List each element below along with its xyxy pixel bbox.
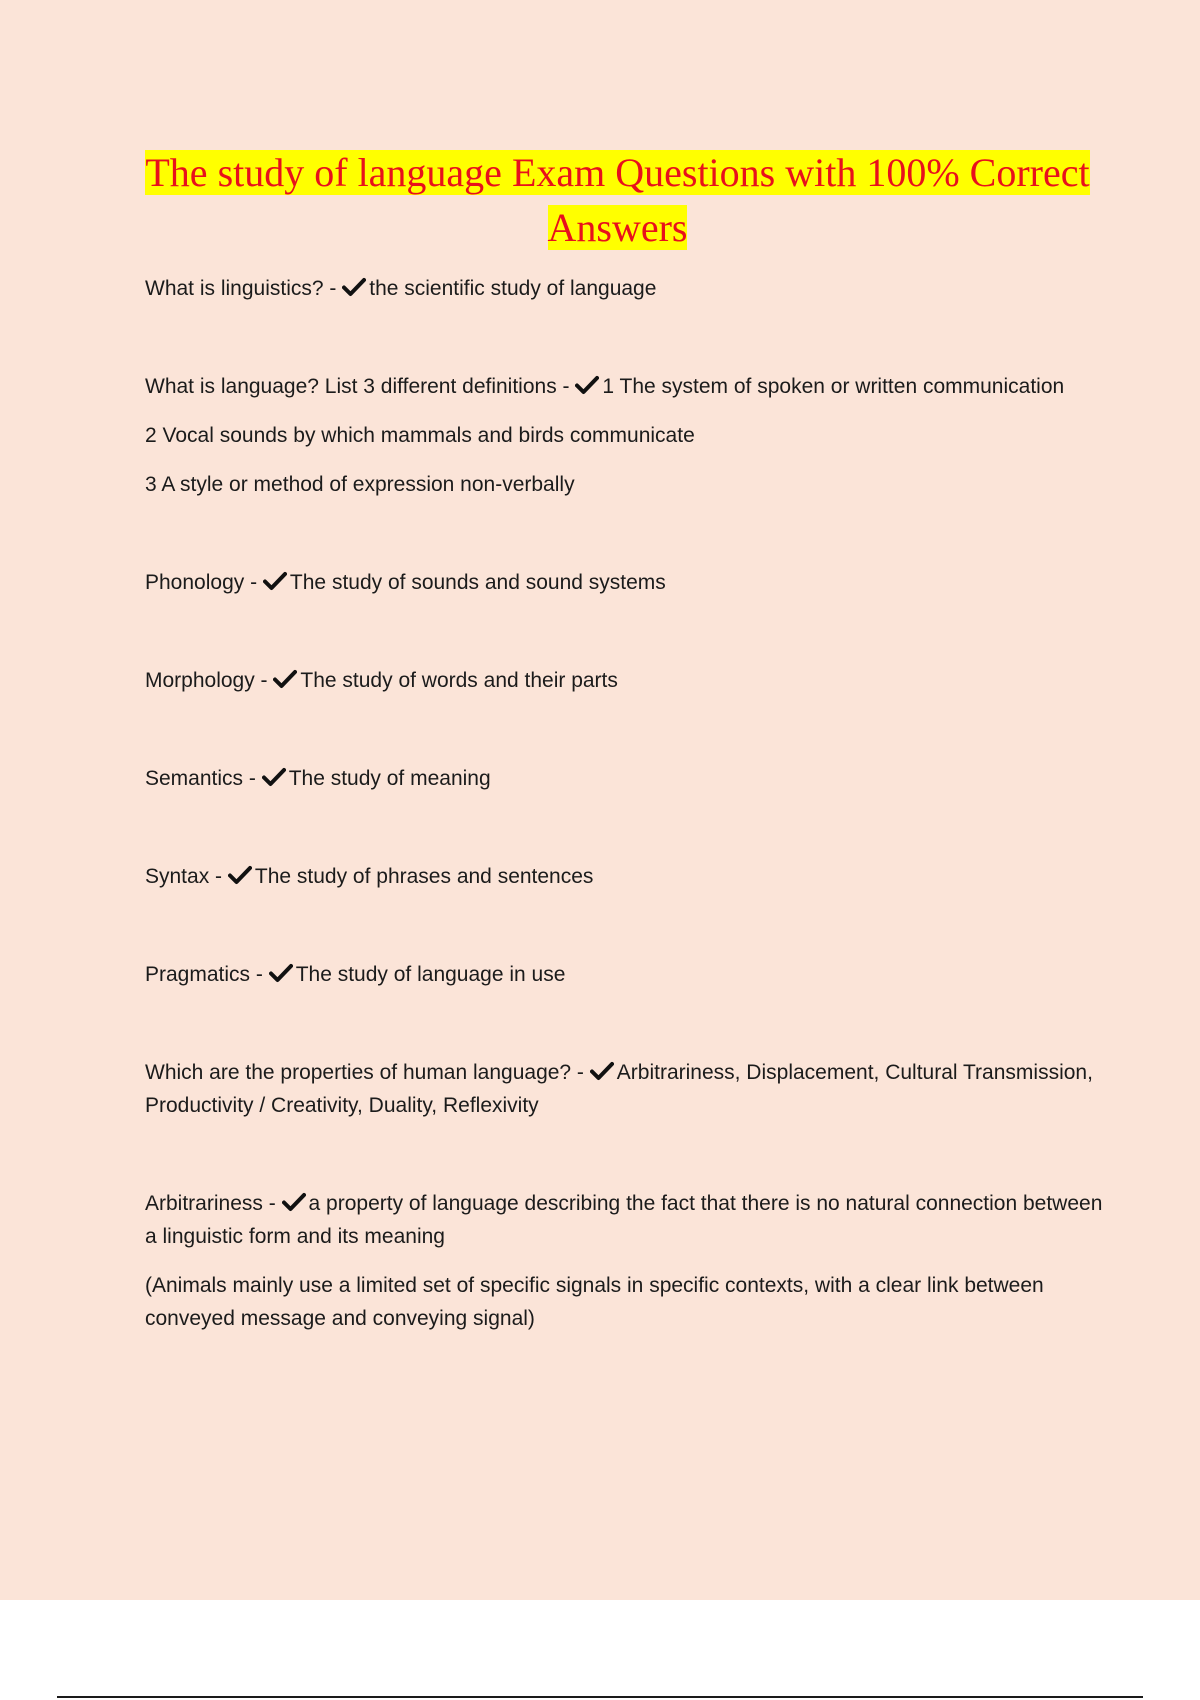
answer-text: the scientific study of language [369, 277, 657, 300]
question-text: What is language? List 3 different definitions - [145, 375, 576, 398]
qa-item-language [145, 370, 1105, 403]
qa-item-phonology [145, 566, 1105, 599]
question-text: Phonology - [145, 571, 263, 594]
answer-text: 1 The system of spoken or written communication [602, 375, 1065, 398]
title-highlight: The study of language Exam Questions with 100% Correct Answers [145, 150, 1090, 250]
check-icon [269, 963, 293, 983]
qa-item-linguistics [145, 272, 1105, 305]
check-icon [273, 669, 297, 689]
question-text: Which are the properties of human language? - [145, 1061, 590, 1084]
footer-divider [57, 1696, 1143, 1698]
check-icon [228, 865, 252, 885]
check-icon [282, 1192, 306, 1212]
answer-text: a property of language describing the fact that there is no natural connection between a linguistic form and its meaning [145, 1192, 1103, 1248]
qa-list [145, 272, 1105, 1335]
question-text: What is linguistics? - [145, 277, 343, 300]
answer-text: The study of meaning [288, 767, 491, 790]
question-text: Syntax - [145, 865, 228, 888]
answer-text: (Animals mainly use a limited set of specific signals in specific contexts, with a clear link between conveyed message and conveying signal) [145, 1274, 1044, 1330]
qa-item-properties [145, 1056, 1105, 1122]
answer-text: The study of phrases and sentences [254, 865, 594, 888]
answer-text: The study of language in use [295, 963, 566, 986]
qa-item-language-def-3 [145, 468, 1105, 501]
check-icon [263, 571, 287, 591]
qa-item-arbitrariness [145, 1187, 1105, 1253]
answer-text: The study of sounds and sound systems [289, 571, 666, 594]
question-text: Semantics - [145, 767, 262, 790]
check-icon [342, 277, 366, 297]
answer-text: Arbitrariness, Displacement, Cultural Transmission, Productivity / Creativity, Duality, Reflexivity [145, 1061, 1093, 1117]
check-icon [590, 1061, 614, 1081]
answer-text: 3 A style or method of expression non-verbally [145, 473, 575, 496]
qa-item-semantics [145, 762, 1105, 795]
qa-item-language-def-2 [145, 419, 1105, 452]
qa-item-pragmatics [145, 958, 1105, 991]
check-icon [575, 375, 599, 395]
check-icon [262, 767, 286, 787]
question-text: Morphology - [145, 669, 274, 692]
qa-item-syntax [145, 860, 1105, 893]
page-title [140, 145, 1095, 255]
qa-item-arbitrariness-note [145, 1269, 1105, 1335]
answer-text: 2 Vocal sounds by which mammals and birds communicate [145, 424, 695, 447]
answer-text: The study of words and their parts [300, 669, 618, 692]
qa-item-morphology [145, 664, 1105, 697]
question-text: Arbitrariness - [145, 1192, 282, 1215]
question-text: Pragmatics - [145, 963, 269, 986]
